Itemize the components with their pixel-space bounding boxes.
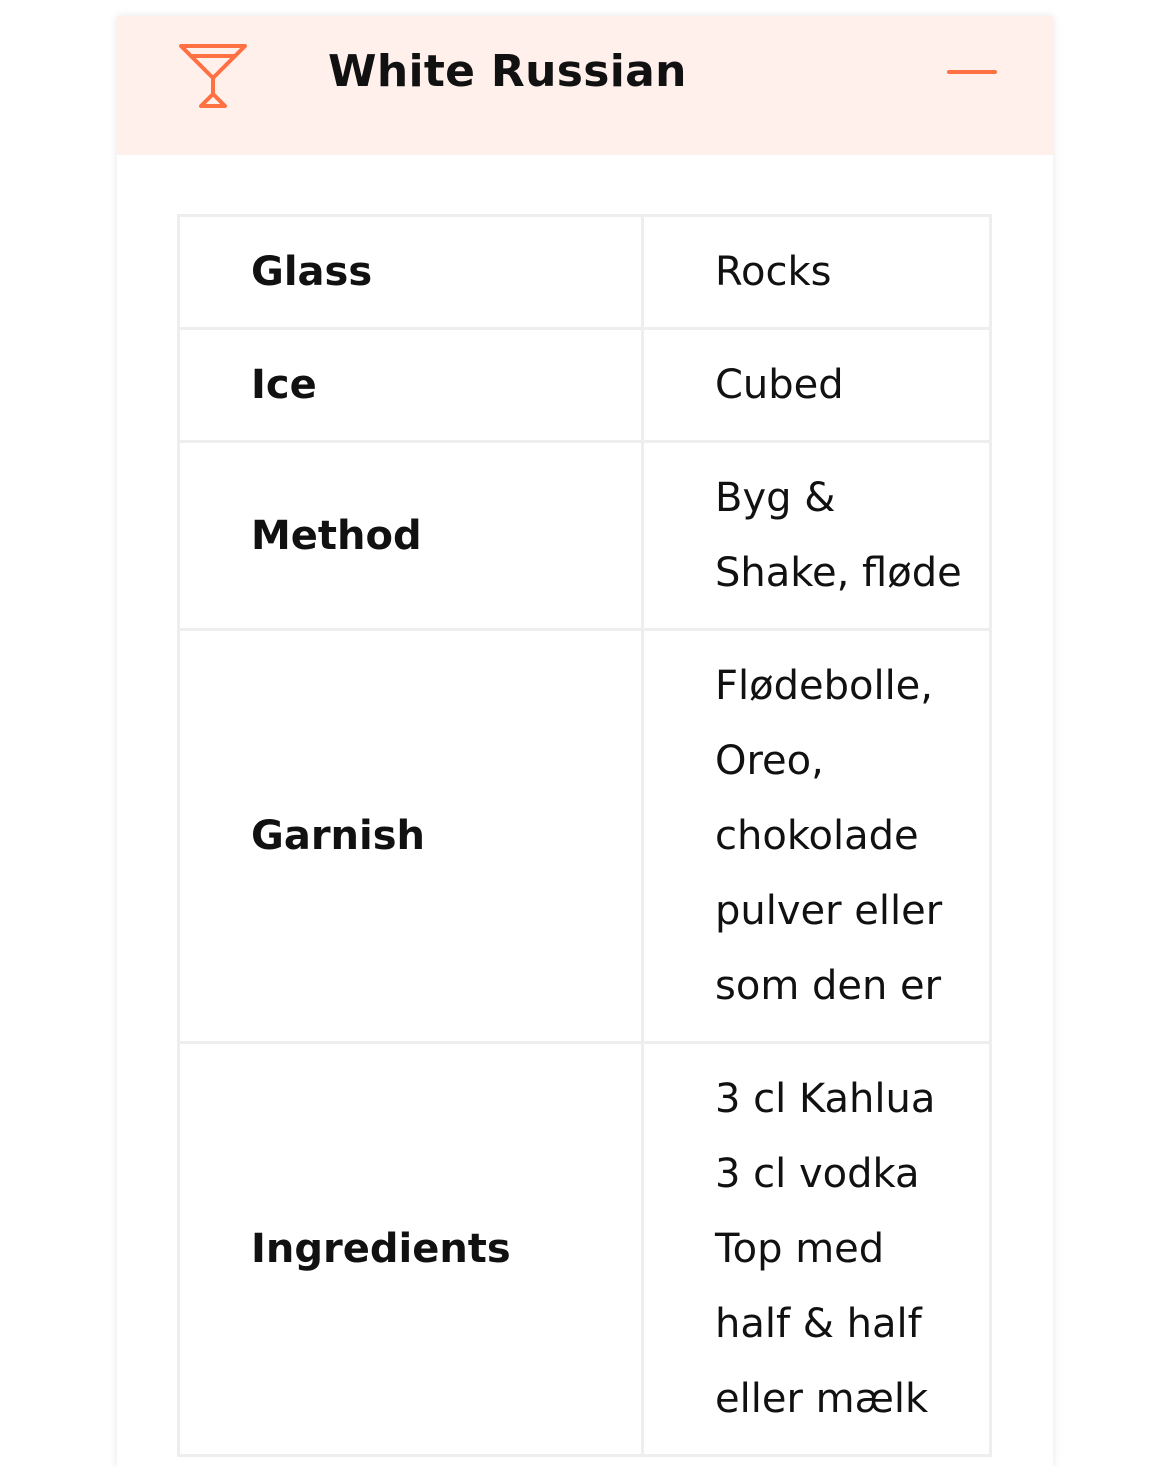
value-line: eller mælk [715,1375,929,1422]
recipe-details-table [177,214,992,1457]
value-line: Flødebolle, [715,662,934,709]
row-value [643,630,991,1043]
row-label: Glass [179,216,643,329]
cocktail-glass-icon [177,42,249,110]
value-line: 3 cl Kahlua [715,1075,936,1122]
value-line: Shake, fløde [715,549,962,596]
value-line: chokolade [715,812,919,859]
table-row [179,630,991,1043]
value-line: som den er [715,962,942,1009]
value-line: Byg & [715,474,836,521]
recipe-title: White Russian [328,46,687,97]
row-label: Garnish [179,630,643,1043]
row-value [643,329,991,442]
row-label: Ice [179,329,643,442]
value-line: Cubed [715,361,844,408]
table-row [179,442,991,630]
row-value [643,442,991,630]
row-value [643,216,991,329]
row-label: Ingredients [179,1043,643,1456]
value-line: Oreo, [715,737,824,784]
table-row [179,1043,991,1456]
value-line: half & half [715,1300,922,1347]
value-line: Top med [715,1225,885,1272]
recipe-card [117,16,1053,1467]
table-row [179,329,991,442]
row-value [643,1043,991,1456]
value-line: Rocks [715,248,832,295]
minus-icon [947,70,997,74]
accordion-header[interactable] [117,16,1053,155]
value-line: 3 cl vodka [715,1150,920,1197]
collapse-toggle-button[interactable] [943,52,1003,92]
row-label: Method [179,442,643,630]
table-row [179,216,991,329]
value-line: pulver eller [715,887,943,934]
